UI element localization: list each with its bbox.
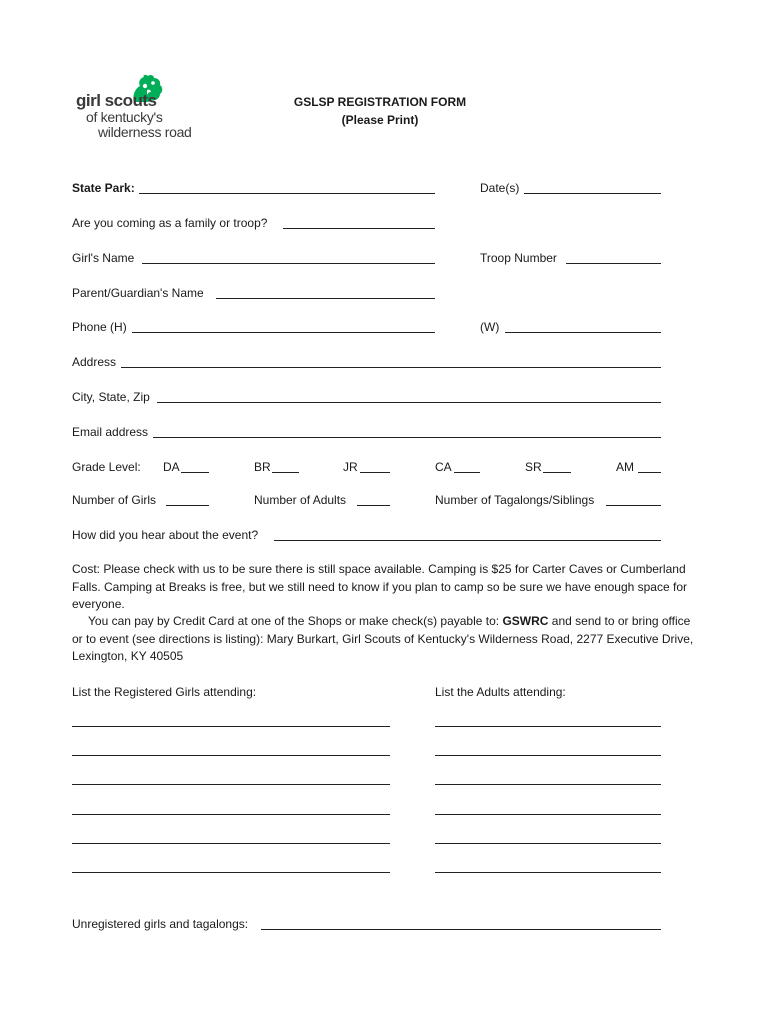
adult-line[interactable]	[435, 843, 661, 844]
dates-field[interactable]	[524, 193, 661, 194]
number-of-adults-field[interactable]	[357, 505, 390, 506]
number-of-adults-label: Number of Adults	[254, 493, 347, 507]
phone-work-field[interactable]	[505, 332, 661, 333]
family-or-troop-field[interactable]	[283, 228, 435, 229]
logo-line-1: girl scouts	[76, 91, 157, 110]
phone-work-label: (W)	[480, 320, 500, 334]
payee-name: GSWRC	[502, 614, 549, 628]
number-of-tagalongs-label: Number of Tagalongs/Siblings	[435, 493, 595, 507]
parent-guardian-field[interactable]	[216, 298, 435, 299]
adult-line[interactable]	[435, 784, 661, 785]
grade-jr-field[interactable]	[360, 472, 390, 473]
grade-da-field[interactable]	[181, 472, 209, 473]
registered-girl-line[interactable]	[72, 726, 390, 727]
grade-br-field[interactable]	[272, 472, 299, 473]
grade-ca-label: CA	[435, 460, 452, 474]
grade-jr-label: JR	[343, 460, 358, 474]
phone-home-field[interactable]	[132, 332, 435, 333]
payment-text-after: and send to or bring office or to event (see directions is listing): Mary Burkart, Girl Scouts of Kentucky's Wilderness Road, 2277 Executive Drive, Lexington, KY 40505	[72, 614, 694, 663]
troop-number-label: Troop Number	[480, 251, 557, 265]
payment-text-before: You can pay by Credit Card at one of the Shops or make check(s) payable to:	[88, 614, 503, 628]
adult-line[interactable]	[435, 872, 661, 873]
family-or-troop-label: Are you coming as a family or troop?	[72, 216, 268, 230]
state-park-label: State Park:	[72, 181, 135, 195]
number-of-girls-field[interactable]	[166, 505, 209, 506]
dates-label: Date(s)	[480, 181, 520, 195]
grade-ca-field[interactable]	[454, 472, 480, 473]
adult-line[interactable]	[435, 726, 661, 727]
registered-girl-line[interactable]	[72, 843, 390, 844]
adult-line[interactable]	[435, 755, 661, 756]
email-label: Email address	[72, 425, 149, 439]
number-of-girls-label: Number of Girls	[72, 493, 157, 507]
hear-about-field[interactable]	[274, 540, 661, 541]
adults-attending-label: List the Adults attending:	[435, 685, 566, 699]
number-of-tagalongs-field[interactable]	[606, 505, 661, 506]
logo-line-3: wilderness road	[98, 124, 192, 140]
registered-girl-line[interactable]	[72, 755, 390, 756]
grade-am-label: AM	[616, 460, 634, 474]
form-subtitle: (Please Print)	[341, 113, 419, 127]
form-title: GSLSP REGISTRATION FORM	[293, 95, 467, 109]
grade-sr-label: SR	[525, 460, 542, 474]
phone-home-label: Phone (H)	[72, 320, 127, 334]
cost-paragraph: Cost: Please check with us to be sure there is still space available. Camping is $25 for Carter Caves or Cumberland Falls. Camping at Breaks is free, but we still need to know if you plan to camp so be sure we have enough space for everyone.	[72, 562, 687, 611]
address-field[interactable]	[121, 367, 661, 368]
parent-guardian-label: Parent/Guardian's Name	[72, 286, 204, 300]
grade-sr-field[interactable]	[543, 472, 571, 473]
logo-line-2: of kentucky's	[86, 109, 163, 125]
registered-girl-line[interactable]	[72, 814, 390, 815]
registered-girls-label: List the Registered Girls attending:	[72, 685, 257, 699]
grade-da-label: DA	[163, 460, 180, 474]
registered-girl-line[interactable]	[72, 872, 390, 873]
registered-girl-line[interactable]	[72, 784, 390, 785]
girls-name-field[interactable]	[142, 263, 435, 264]
unregistered-field[interactable]	[261, 929, 661, 930]
payment-paragraph	[72, 613, 697, 666]
adult-line[interactable]	[435, 814, 661, 815]
girls-name-label: Girl's Name	[72, 251, 135, 265]
hear-about-label: How did you hear about the event?	[72, 528, 259, 542]
state-park-field[interactable]	[139, 193, 435, 194]
city-state-zip-field[interactable]	[157, 402, 661, 403]
grade-am-field[interactable]	[638, 472, 661, 473]
unregistered-label: Unregistered girls and tagalongs:	[72, 917, 249, 931]
grade-br-label: BR	[254, 460, 271, 474]
email-field[interactable]	[153, 437, 661, 438]
address-label: Address	[72, 355, 117, 369]
logo	[76, 74, 206, 144]
city-state-zip-label: City, State, Zip	[72, 390, 150, 404]
troop-number-field[interactable]	[566, 263, 661, 264]
grade-level-label: Grade Level:	[72, 460, 141, 474]
